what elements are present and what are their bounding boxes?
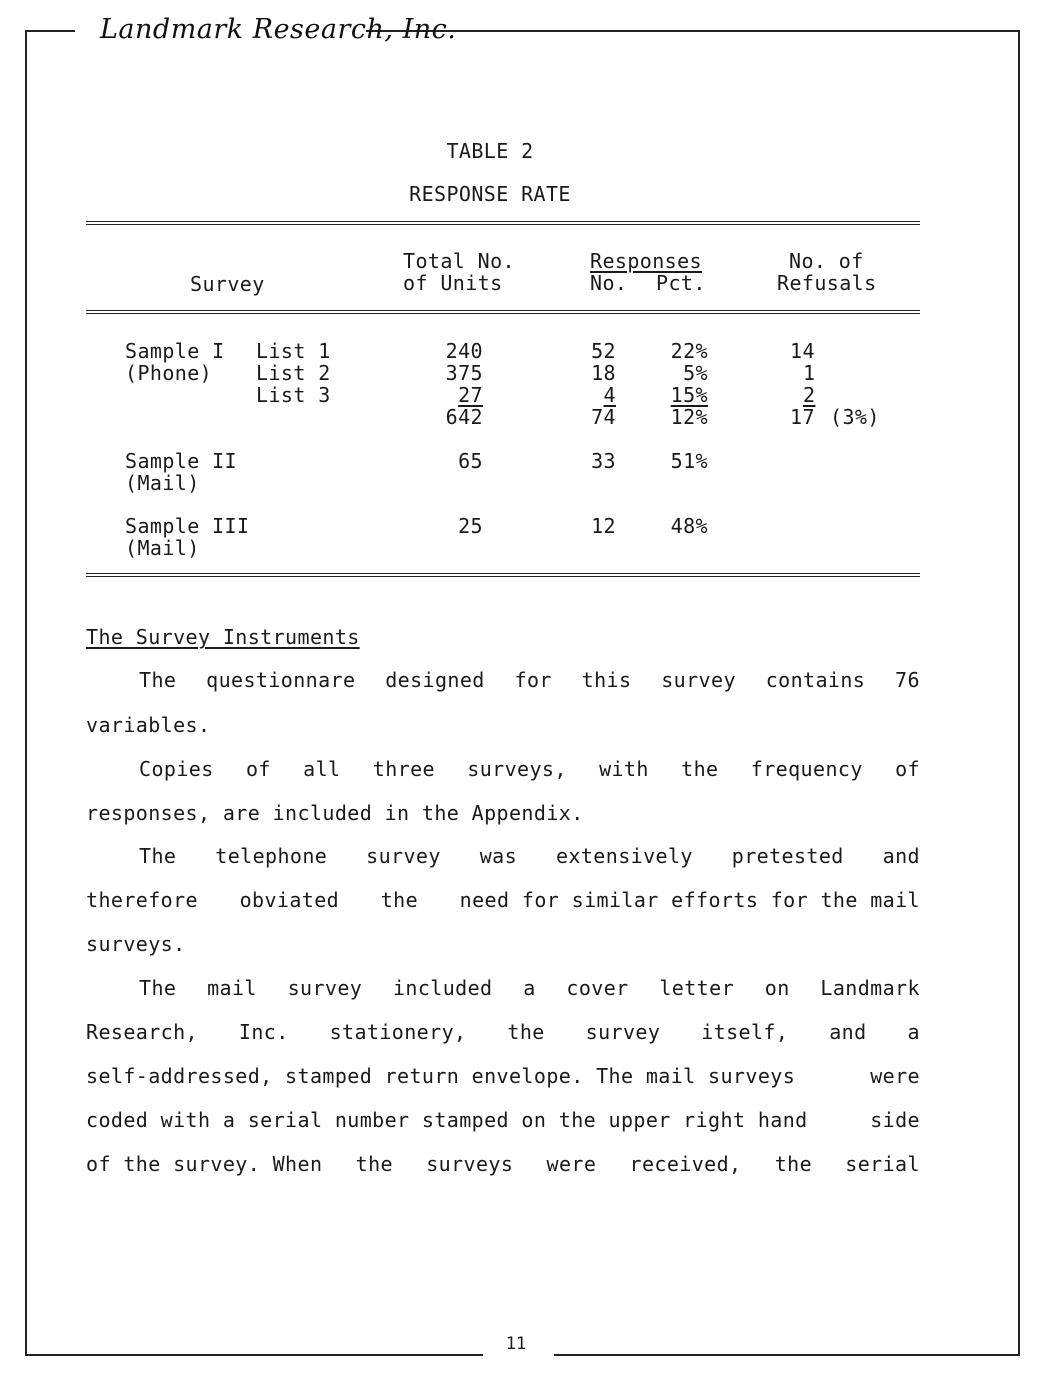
paragraph-word: the [681, 757, 719, 781]
paragraph-word: received, [629, 1152, 742, 1176]
header-responses-no: No. [590, 271, 628, 295]
sample2-name: Sample II [125, 449, 237, 473]
sample2-units: 65 [458, 449, 483, 473]
paragraph-word: The [139, 844, 177, 868]
paragraph-word: three [372, 757, 435, 781]
paragraph-word: a [907, 1020, 920, 1044]
paragraph-line [86, 1021, 920, 1043]
header-survey: Survey [190, 272, 265, 296]
paragraph-word: survey [585, 1020, 661, 1044]
paragraph-word: stationery, [329, 1020, 467, 1044]
paragraph-word: The [139, 668, 177, 692]
list3-units: 27 [458, 383, 483, 407]
paragraph-line: variables. [86, 713, 211, 737]
paragraph-word: therefore [86, 888, 198, 912]
paragraph-word: telephone [215, 844, 328, 868]
paragraph-word: of [245, 757, 271, 781]
sample3-resp-no: 12 [591, 514, 616, 538]
paragraph-word: were [546, 1152, 597, 1176]
paragraph-word: the [507, 1020, 545, 1044]
paragraph-word: this [581, 668, 632, 692]
paragraph-line [139, 977, 920, 999]
frame-border [554, 1354, 1020, 1356]
paragraph-line [86, 1109, 920, 1131]
sample2-resp-no: 33 [591, 449, 616, 473]
sample1-name: Sample I [125, 339, 225, 363]
paragraph-line [139, 758, 920, 780]
paragraph-word: Inc. [238, 1020, 289, 1044]
paragraph-word: contains [765, 668, 866, 692]
paragraph-word: all [303, 757, 341, 781]
list3-label: List 3 [256, 383, 331, 407]
paragraph-word: letter [659, 976, 735, 1000]
table-bottom-rule [86, 573, 920, 577]
frame-border [366, 30, 1020, 32]
paragraph-word: Copies [139, 757, 214, 781]
table-header-rule [86, 310, 920, 314]
paragraph-word: extensively [555, 844, 693, 868]
sample1-total-units: 642 [445, 405, 483, 429]
paragraph-line: responses, are included in the Appendix. [86, 801, 584, 825]
list2-refusals: 1 [803, 361, 816, 385]
paragraph-line: surveys. [86, 932, 186, 956]
paragraph-word: Research, [86, 1020, 198, 1044]
page-number: 11 [505, 1334, 527, 1354]
paragraph-word: need for similar efforts for the mail [459, 888, 920, 912]
list1-resp-no: 52 [591, 339, 616, 363]
paragraph-word: coded with a serial number stamped on the upper right hand [86, 1108, 808, 1132]
paragraph-word: cover [566, 976, 629, 1000]
paragraph-word: were [870, 1064, 920, 1088]
paragraph-word: surveys, [467, 757, 567, 781]
header-refusals-line2: Refusals [777, 271, 877, 295]
paragraph-word: pretested [731, 844, 844, 868]
sample1-mode: (Phone) [125, 361, 213, 385]
paragraph-word: and [829, 1020, 867, 1044]
paragraph-word: included [392, 976, 493, 1000]
table-title: RESPONSE RATE [409, 182, 571, 206]
paragraph-line [86, 1153, 920, 1175]
list2-label: List 2 [256, 361, 331, 385]
paragraph-word: for [514, 668, 552, 692]
list1-resp-pct: 22% [670, 339, 708, 363]
sample2-mode: (Mail) [125, 471, 200, 495]
list3-resp-no: 4 [603, 383, 616, 407]
list2-units: 375 [445, 361, 483, 385]
paragraph-word: with [599, 757, 649, 781]
list2-resp-no: 18 [591, 361, 616, 385]
paragraph-word: the [774, 1152, 813, 1176]
paragraph-word: survey [661, 668, 736, 692]
paragraph-word: of the survey. When [86, 1152, 323, 1176]
header-total-line2: of Units [403, 271, 503, 295]
list1-refusals: 14 [790, 339, 815, 363]
paragraph-word: The [139, 976, 177, 1000]
sample1-total-resp-no: 74 [591, 405, 616, 429]
paragraph-word: serial [845, 1152, 920, 1176]
paragraph-word: and [882, 844, 920, 868]
paragraph-word: designed [385, 668, 485, 692]
paragraph-word: frequency [750, 757, 863, 781]
list1-label: List 1 [256, 339, 331, 363]
paragraph-line [86, 889, 920, 911]
paragraph-word: the [355, 1152, 393, 1176]
paragraph-word: itself, [701, 1020, 789, 1044]
sample1-total-refusals: 17 [790, 405, 815, 429]
list3-refusals: 2 [803, 383, 816, 407]
sample3-resp-pct: 48% [670, 514, 708, 538]
paragraph-word: a [523, 976, 536, 1000]
header-responses-pct: Pct. [656, 271, 706, 295]
paragraph-word: side [870, 1108, 920, 1132]
paragraph-word: was [479, 844, 518, 868]
sample1-refusals-pct: (3%) [830, 405, 880, 429]
paragraph-word: 76 [895, 668, 920, 692]
sample3-units: 25 [458, 514, 483, 538]
sample2-resp-pct: 51% [670, 449, 708, 473]
sample3-name: Sample III [125, 514, 250, 538]
list2-resp-pct: 5% [683, 361, 708, 385]
frame-border [25, 30, 27, 1355]
sample3-mode: (Mail) [125, 536, 200, 560]
paragraph-word: mail [207, 976, 257, 1000]
list3-resp-pct: 15% [670, 383, 708, 407]
paragraph-line [86, 1065, 920, 1087]
list1-units: 240 [445, 339, 483, 363]
header-total-line1: Total No. [403, 249, 515, 273]
header-responses: Responses [590, 249, 702, 273]
table-top-rule [86, 221, 920, 225]
paragraph-word: self-addressed, stamped return envelope. The mail surveys [86, 1064, 796, 1088]
header-refusals-line1: No. of [789, 249, 864, 273]
paragraph-word: survey [366, 844, 441, 868]
paragraph-word: of [895, 757, 920, 781]
paragraph-word: surveys [426, 1152, 514, 1176]
table-number: TABLE 2 [446, 139, 534, 163]
sample1-total-resp-pct: 12% [670, 405, 708, 429]
paragraph-line [139, 845, 920, 867]
paragraph-word: survey [287, 976, 363, 1000]
paragraph-word: Landmark [820, 976, 920, 1000]
section-heading: The Survey Instruments [86, 625, 360, 649]
letterhead-logo: Landmark Research, Inc. [100, 14, 457, 45]
paragraph-word: on [764, 976, 790, 1000]
frame-border [25, 1354, 483, 1356]
paragraph-word: obviated [239, 888, 340, 912]
paragraph-line [139, 669, 920, 691]
paragraph-word: the [380, 888, 419, 912]
frame-border [1018, 30, 1020, 1355]
paragraph-word: questionnare [206, 668, 356, 692]
frame-border [25, 30, 75, 32]
